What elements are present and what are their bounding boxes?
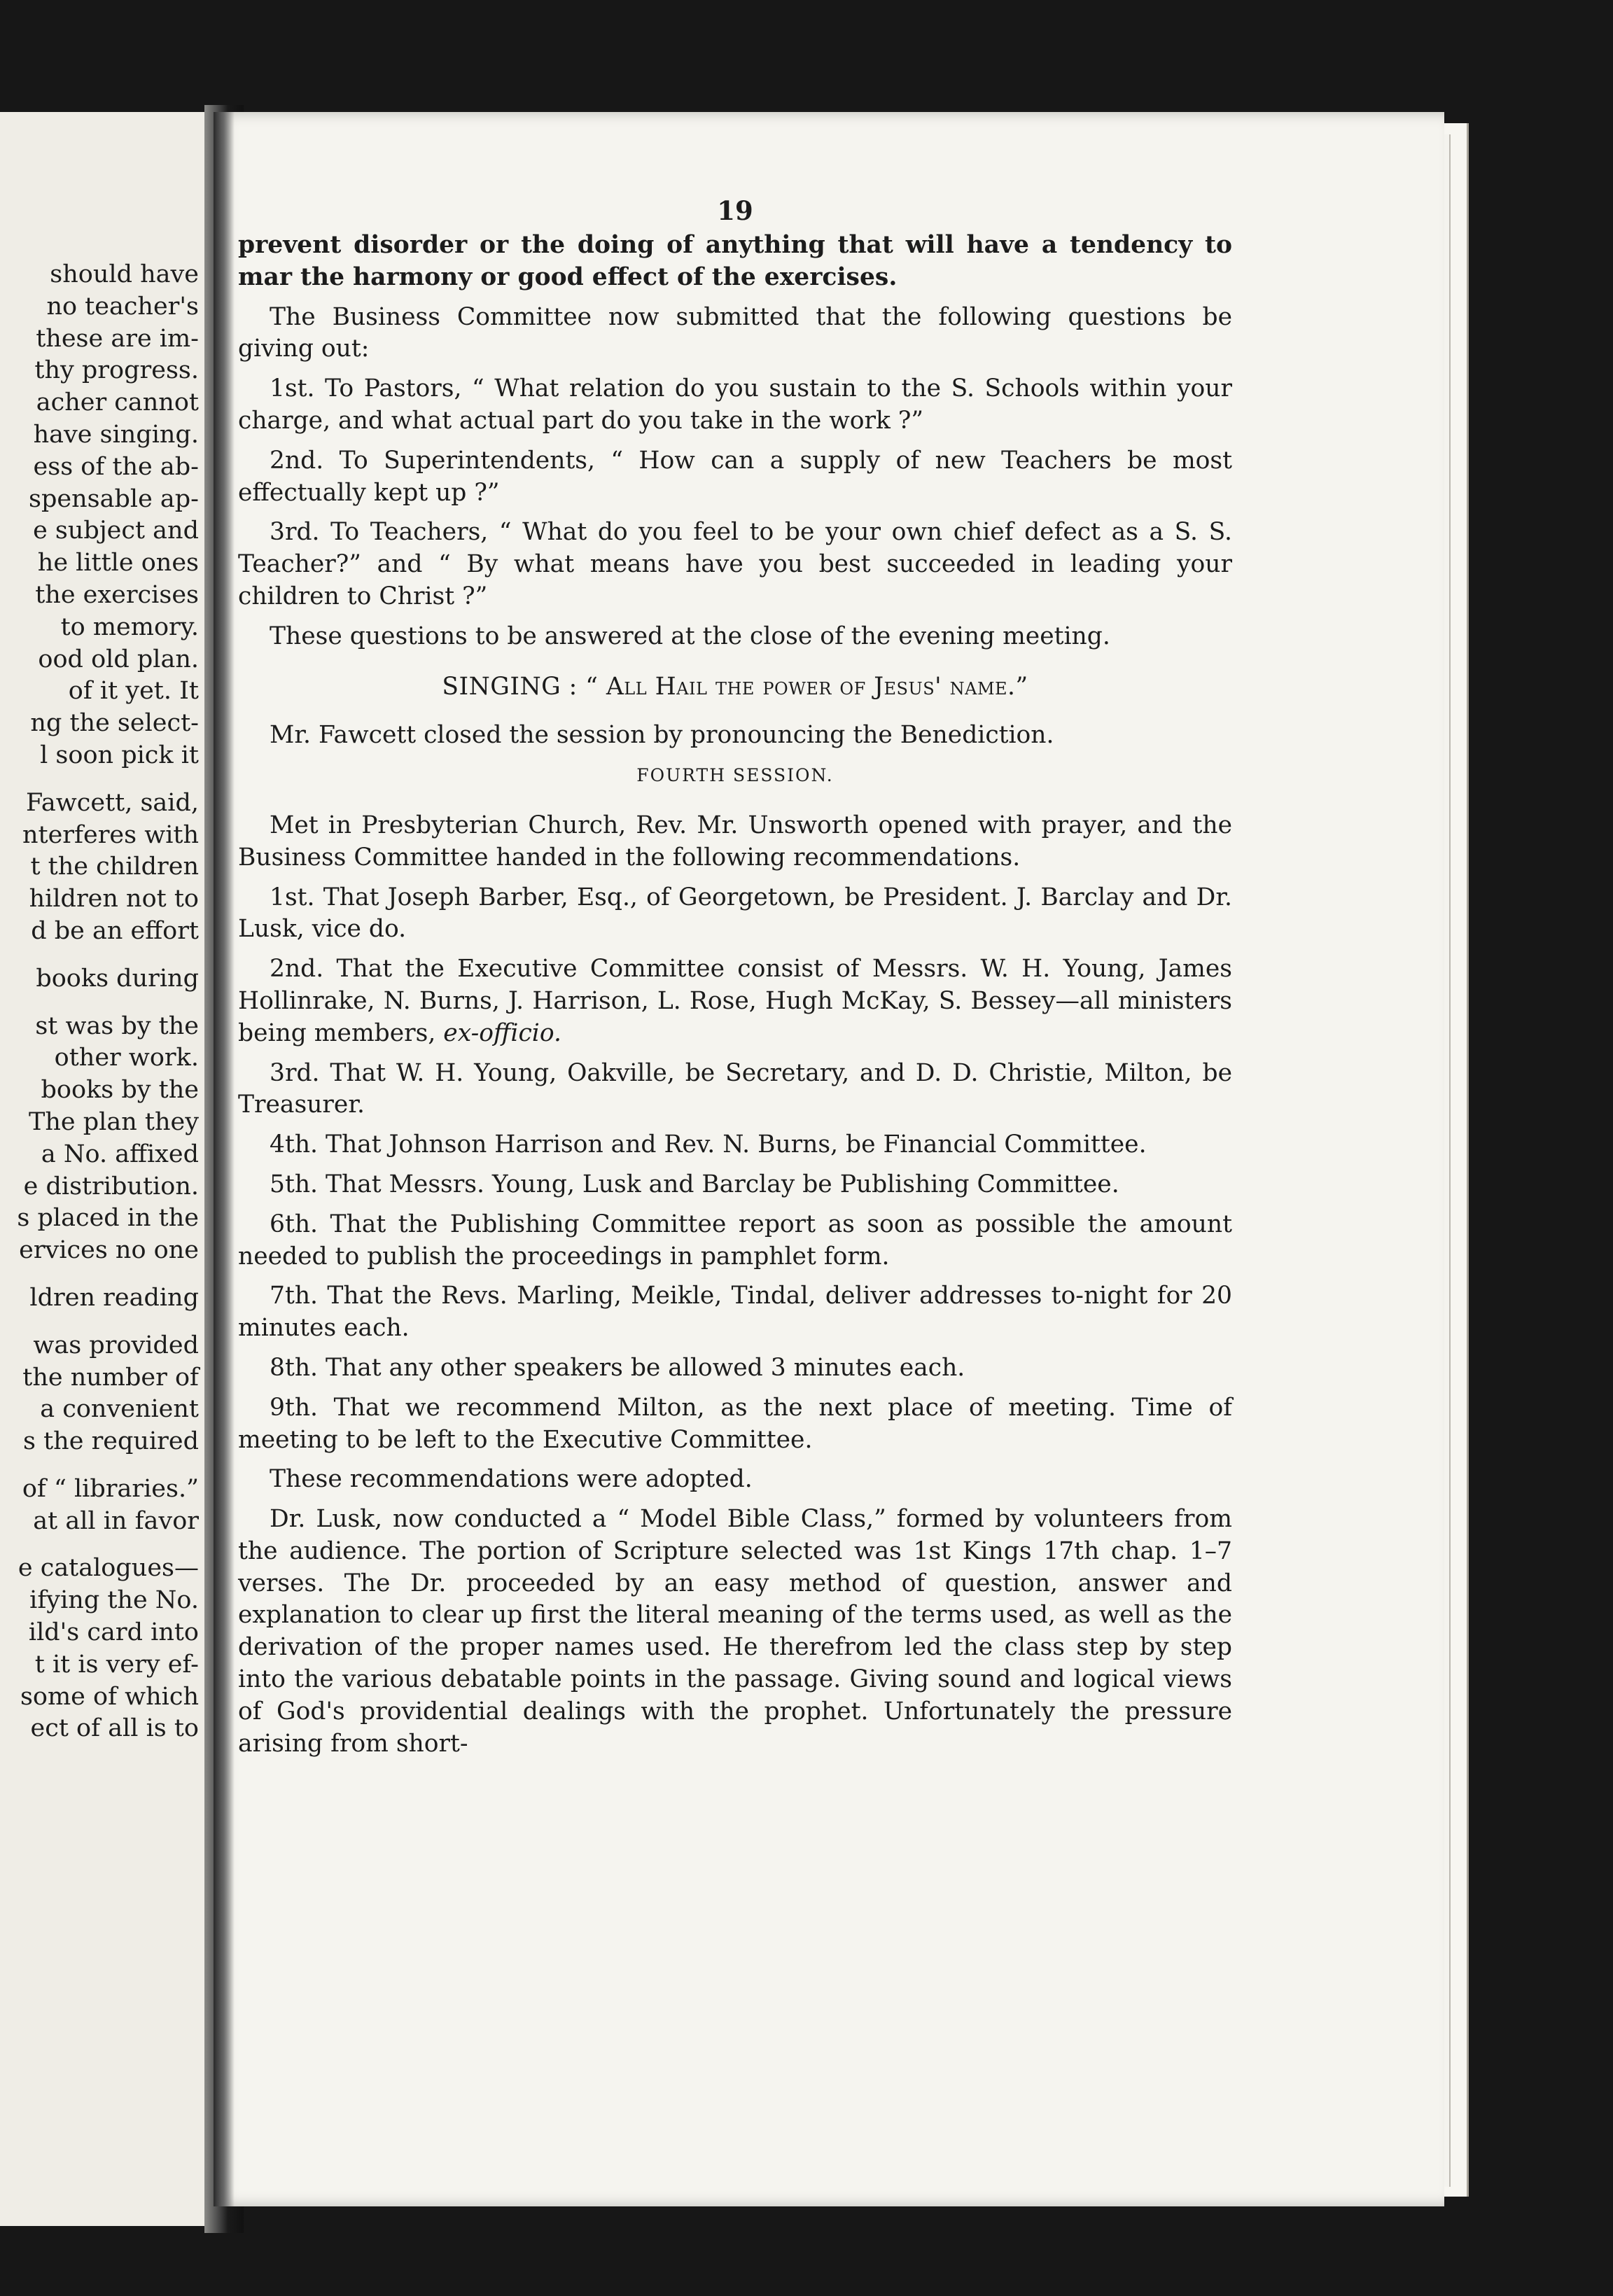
- left-line: these are im-: [36, 324, 199, 353]
- left-line: the number of: [22, 1363, 199, 1392]
- left-line: books by the: [41, 1076, 199, 1105]
- benediction: Mr. Fawcett closed the session by pronouncing the Benediction.: [270, 721, 1054, 750]
- left-line: acher cannot: [36, 388, 199, 417]
- page-gutter-shadow: [214, 112, 235, 2206]
- singing-line: [238, 671, 1232, 704]
- paragraph-adopted: These recommendations were adopted.: [270, 1465, 753, 1494]
- recommendation-2-text: 2nd. That the Executive Committee consist of Messrs. W. H. Young, James Hollinrake, N. Burns, J. Harrison, L. Rose, Hugh McKay, S. Bessey—all ministers being members,: [238, 955, 1232, 1047]
- left-line: other work.: [54, 1044, 199, 1072]
- left-line: d be an effort: [31, 916, 199, 945]
- left-line: ild's card into: [28, 1618, 199, 1647]
- paragraph-lusk: Dr. Lusk, now conducted a “ Model Bible Class,” formed by volunteers from the audience. The portion of Scripture selected was 1st Kings 17th chap. 1–7 verses. The Dr. proceeded by an easy method of question, answer and explanation to clear up first the literal meaning of the terms used, as well as the derivation of the proper names used. He therefrom led the class step by step into the various debatable points in the passage. Giving sound and logical views of God's providential dealings with the prophet. Unfortunately the pressure arising from short-: [238, 1505, 1232, 1758]
- left-line: e distribution.: [23, 1172, 199, 1200]
- left-line: e catalogues—: [18, 1554, 199, 1583]
- left-line: ect of all is to: [30, 1714, 199, 1743]
- left-line: ldren reading: [29, 1283, 199, 1312]
- recommendation-3: 3rd. That W. H. Young, Oakville, be Secretary, and D. D. Christie, Milton, be Treasurer.: [238, 1058, 1232, 1119]
- left-line: s placed in the: [17, 1204, 199, 1233]
- recommendation-9: 9th. That we recommend Milton, as the next place of meeting. Time of meeting to be left to the Executive Committee.: [238, 1393, 1232, 1454]
- recommendation-7: 7th. That the Revs. Marling, Meikle, Tindal, deliver addresses to-night for 20 minutes each.: [238, 1282, 1232, 1343]
- left-line: no teacher's: [46, 292, 199, 321]
- left-line: t the children: [30, 853, 199, 881]
- question-teachers: 3rd. To Teachers, “ What do you feel to be your own chief defect as a S. S. Teacher?” and “ By what means have you best succeeded in leading your children to Christ ?”: [238, 518, 1232, 610]
- left-line: st was by the: [35, 1011, 199, 1040]
- left-line: ood old plan.: [38, 645, 199, 673]
- recommendation-5: 5th. That Messrs. Young, Lusk and Barclay be Publishing Committee.: [270, 1170, 1119, 1198]
- recommendation-6: 6th. That the Publishing Committee report as soon as possible the amount needed to publish the proceedings in pamphlet form.: [238, 1210, 1232, 1270]
- left-line: to memory.: [60, 612, 199, 641]
- session-heading: FOURTH SESSION.: [636, 765, 834, 786]
- question-superintendents: 2nd. To Superintendents, “ How can a supply of new Teachers be most effectually kept up ?”: [238, 446, 1232, 507]
- recommendation-1: 1st. That Joseph Barber, Esq., of Georgetown, be President. J. Barclay and Dr. Lusk, vice do.: [238, 883, 1232, 944]
- singing-song: “ All Hail the power of Jesus' name.”: [585, 672, 1028, 701]
- left-line: s the required: [23, 1427, 199, 1456]
- left-line: l soon pick it: [40, 741, 199, 769]
- left-facing-page: [0, 112, 204, 2226]
- left-line: The plan they: [29, 1107, 199, 1136]
- left-line: a No. affixed: [41, 1140, 199, 1168]
- left-line: ess of the ab-: [33, 452, 199, 481]
- left-page-text: [0, 259, 199, 1745]
- page-content: [238, 193, 1232, 1768]
- paragraph-met: Met in Presbyterian Church, Rev. Mr. Unsworth opened with prayer, and the Business Committee handed in the following recommendations.: [238, 811, 1232, 872]
- page-number: 19: [717, 195, 753, 226]
- singing-label: SINGING :: [442, 672, 578, 701]
- left-line: books during: [36, 964, 199, 993]
- recommendation-2-italic: ex-officio.: [443, 1018, 561, 1047]
- recommendation-8: 8th. That any other speakers be allowed 3 minutes each.: [270, 1353, 965, 1382]
- left-line: thy progress.: [34, 356, 199, 385]
- left-line: some of which: [20, 1682, 199, 1711]
- left-line: was provided: [33, 1331, 199, 1359]
- left-line: have singing.: [33, 420, 199, 449]
- paragraph-business-intro: The Business Committee now submitted that the following questions be giving out:: [238, 302, 1232, 363]
- left-line: of it yet. It: [68, 677, 199, 706]
- left-line: spensable ap-: [29, 484, 199, 513]
- left-line: at all in favor: [33, 1506, 199, 1535]
- left-line: ervices no one: [19, 1236, 199, 1265]
- left-line: Fawcett, said,: [26, 788, 199, 817]
- left-line: nterferes with: [22, 820, 199, 849]
- question-pastors: 1st. To Pastors, “ What relation do you sustain to the S. Schools within your charge, and what actual part do you take in the work ?”: [238, 374, 1232, 435]
- left-line: ifying the No.: [29, 1586, 199, 1615]
- left-line: hildren not to: [29, 885, 199, 913]
- questions-note: These questions to be answered at the close of the evening meeting.: [270, 622, 1110, 650]
- left-line: ng the select-: [30, 709, 199, 738]
- left-line: a convenient: [40, 1395, 199, 1424]
- recommendation-2: [238, 953, 1232, 1049]
- left-line: of “ libraries.”: [22, 1474, 199, 1503]
- left-line: e subject and: [33, 517, 199, 545]
- paragraph-intro: prevent disorder or the doing of anything that will have a tendency to mar the harmony or good effect of the exercises.: [238, 231, 1232, 291]
- left-line: should have: [50, 260, 199, 288]
- left-line: he little ones: [37, 549, 199, 578]
- left-line: t it is very ef-: [34, 1650, 199, 1679]
- recommendation-4: 4th. That Johnson Harrison and Rev. N. Burns, be Financial Committee.: [270, 1130, 1147, 1159]
- left-line: the exercises: [35, 580, 199, 609]
